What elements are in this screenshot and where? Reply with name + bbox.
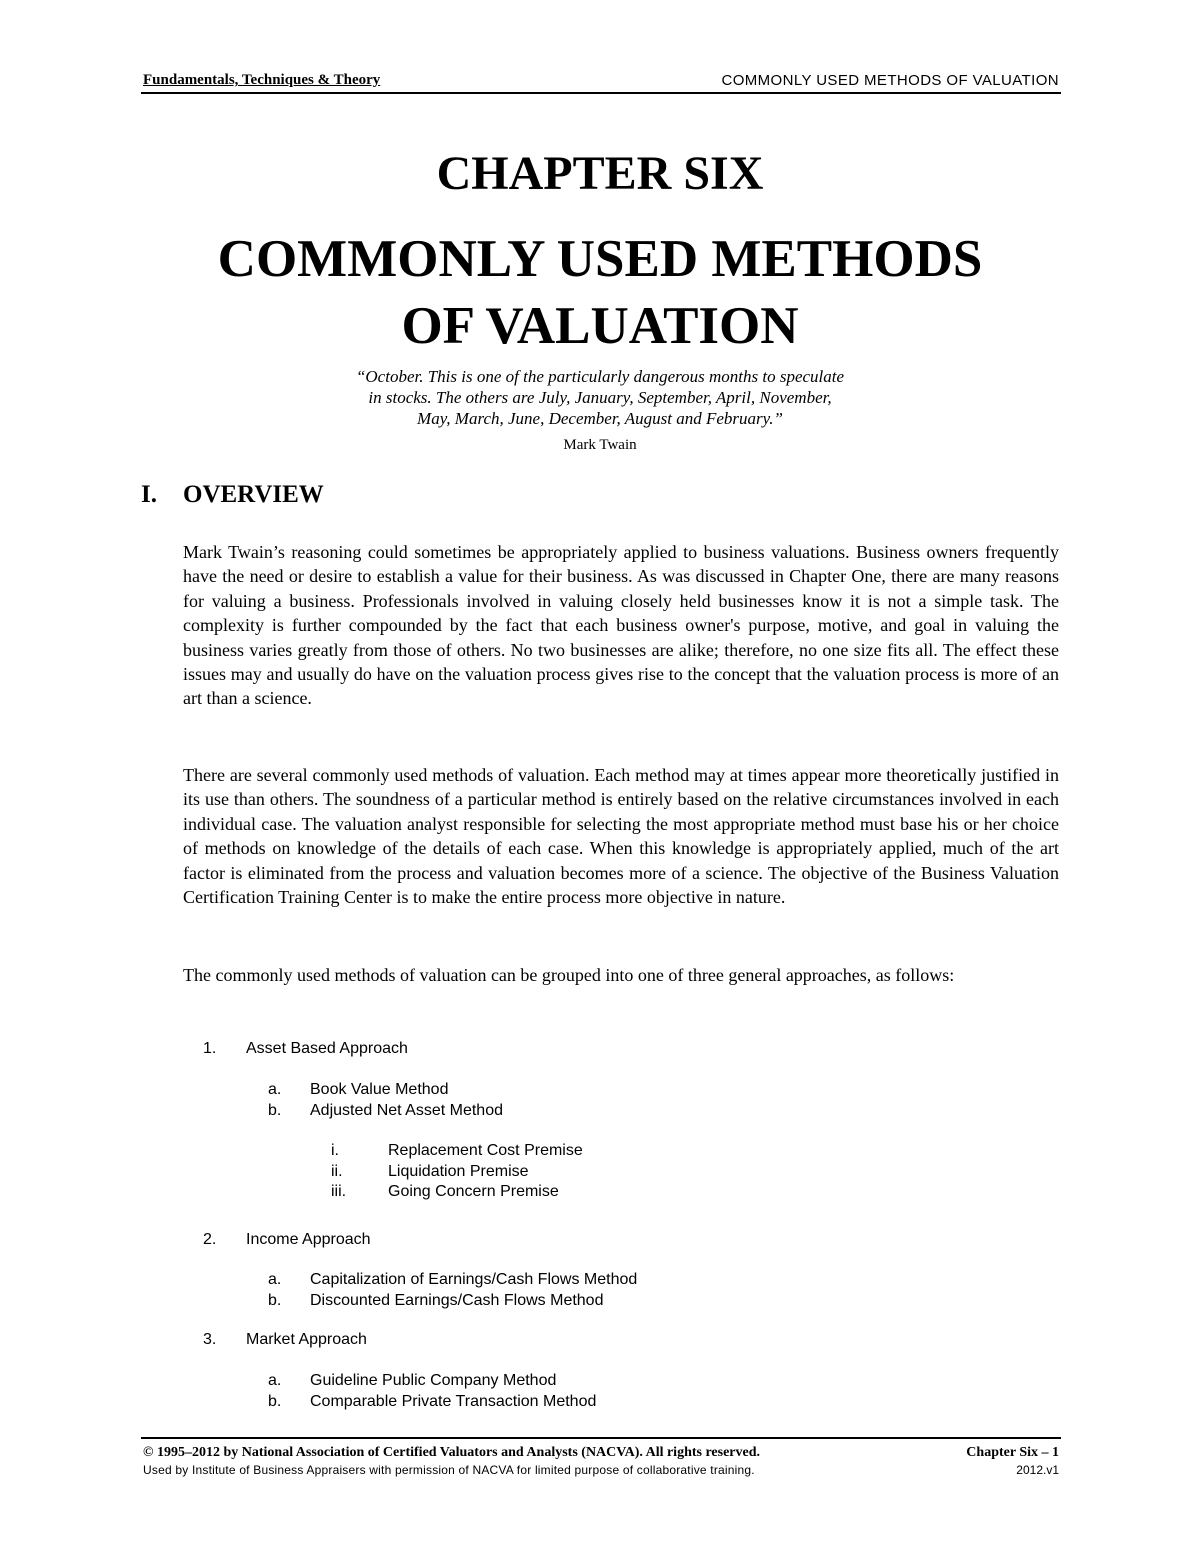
chapter-title-line-1: COMMONLY USED METHODS <box>217 230 983 288</box>
chapter-title <box>0 226 1200 360</box>
premise-label: Liquidation Premise <box>388 1163 529 1180</box>
footer-version: 2012.v1 <box>1016 1463 1059 1477</box>
overview-paragraph-2: There are several commonly used methods of valuation. Each method may at times appear more theoretically justified in its use than others. The soundness of a particular method is entirely based on the relative circumstances involved in each individual case. The valuation analyst responsible for selecting the most appropriate method must base his or her choice of methods on knowledge of the details of each case. When this knowledge is appropriately applied, much of the art factor is eliminated from the process and valuation becomes more of a science. The objective of the Business Valuation Certification Training Center is to make the entire process more objective in nature. <box>183 765 1059 908</box>
method-letter: b. <box>268 1292 282 1309</box>
section-number: I. <box>141 481 157 508</box>
method-letter: b. <box>268 1393 282 1410</box>
method-label: Discounted Earnings/Cash Flows Method <box>310 1292 604 1309</box>
method-letter: a. <box>268 1372 282 1389</box>
footer-copyright: © 1995–2012 by National Association of Certified Valuators and Analysts (NACVA). All rights reserved. <box>143 1445 761 1460</box>
page-footer <box>141 1437 1061 1477</box>
list-item <box>331 1163 529 1181</box>
overview-paragraph-3: The commonly used methods of valuation can be grouped into one of three general approaches, as follows: <box>183 965 955 985</box>
header-chapter-title: COMMONLY USED METHODS OF VALUATION <box>721 72 1059 89</box>
method-label: Book Value Method <box>310 1081 449 1098</box>
approach-label: Income Approach <box>246 1231 371 1248</box>
list-item <box>268 1081 448 1099</box>
premise-numeral: ii. <box>331 1163 343 1180</box>
overview-paragraph-1: Mark Twain’s reasoning could sometimes be appropriately applied to business valuations. Business owners frequently have the need or desire to establish a value for their business. As was discussed in Chapter One, there are many reasons for valuing a business. Professionals involved in valuing closely held businesses know it is not a simple task. The complexity is further compounded by the fact that each business owner's purpose, motive, and goal in valuing the business varies greatly from those of others. No two businesses are alike; therefore, no one size fits all. The effect these issues may and usually do have on the valuation process gives rise to the concept that the valuation process is more of an art than a science. <box>183 542 1059 709</box>
approach-number: 1. <box>203 1040 217 1057</box>
section-title: OVERVIEW <box>183 481 324 508</box>
method-label: Guideline Public Company Method <box>310 1372 557 1389</box>
footer-page-label: Chapter Six – 1 <box>966 1445 1059 1460</box>
list-item <box>268 1271 637 1289</box>
list-item <box>203 1040 408 1058</box>
quote-line-2: in stocks. The others are July, January, September, April, November, <box>368 388 832 407</box>
chapter-label: CHAPTER SIX <box>436 147 764 200</box>
premise-label: Replacement Cost Premise <box>388 1142 583 1159</box>
method-label: Capitalization of Earnings/Cash Flows Method <box>310 1271 638 1288</box>
running-header <box>141 70 1061 94</box>
premise-numeral: i. <box>331 1142 339 1159</box>
header-book-title: Fundamentals, Techniques & Theory <box>143 72 381 88</box>
list-item <box>268 1393 596 1411</box>
quote-line-1: “October. This is one of the particularly dangerous months to speculate <box>355 367 845 386</box>
method-label: Adjusted Net Asset Method <box>310 1102 503 1119</box>
method-letter: a. <box>268 1081 282 1098</box>
approach-label: Market Approach <box>246 1331 367 1348</box>
quote-line-3: May, March, June, December, August and February.” <box>417 409 783 428</box>
list-item <box>331 1142 583 1160</box>
premise-numeral: iii. <box>331 1183 347 1200</box>
list-item <box>331 1183 559 1201</box>
premise-label: Going Concern Premise <box>388 1183 559 1200</box>
quote-author: Mark Twain <box>563 437 637 453</box>
chapter-title-line-2: OF VALUATION <box>401 297 799 355</box>
list-item <box>268 1372 556 1390</box>
approach-label: Asset Based Approach <box>246 1040 408 1057</box>
list-item <box>268 1102 503 1120</box>
list-item <box>268 1292 603 1310</box>
list-item <box>203 1331 367 1349</box>
epigraph-quote <box>0 366 1200 429</box>
method-letter: b. <box>268 1102 282 1119</box>
method-letter: a. <box>268 1271 282 1288</box>
list-item <box>203 1231 371 1249</box>
footer-permission: Used by Institute of Business Appraisers with permission of NACVA for limited purpose of collaborative training. <box>143 1463 755 1477</box>
method-label: Comparable Private Transaction Method <box>310 1393 597 1410</box>
approach-number: 2. <box>203 1231 217 1248</box>
approach-number: 3. <box>203 1331 217 1348</box>
section-heading <box>141 481 324 509</box>
